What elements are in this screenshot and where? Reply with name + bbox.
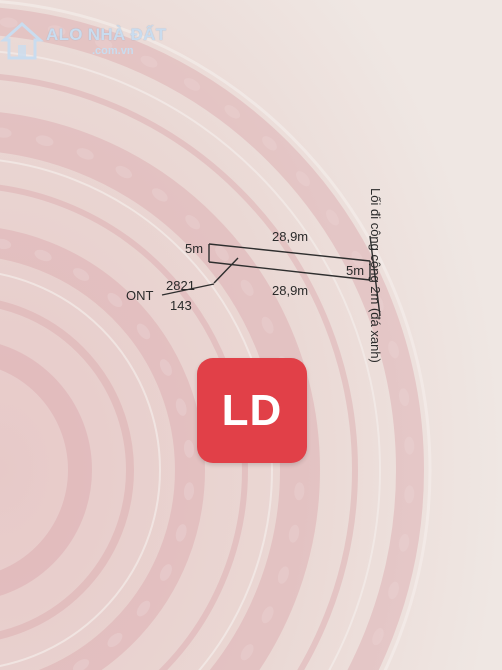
watermark-brand: ALO NHÀ ĐẤT xyxy=(46,25,167,44)
plot-top-edge xyxy=(209,244,370,261)
parcel-area-code: 143 xyxy=(170,298,192,313)
parcel-number: 2821 xyxy=(166,278,195,293)
land-type-code: ONT xyxy=(126,288,154,303)
watermark-domain: .com.vn xyxy=(92,45,134,57)
plot-top-length: 28,9m xyxy=(272,229,309,244)
plot-bottom-length: 28,9m xyxy=(272,283,309,298)
ld-badge: LD xyxy=(197,358,307,463)
plot-right-width: 5m xyxy=(346,263,365,278)
public-road-label: Lối đi công cộng 2m (đá xanh) xyxy=(368,188,383,363)
plot-top-width: 5m xyxy=(185,241,204,256)
parcel-leader-line xyxy=(214,258,238,283)
